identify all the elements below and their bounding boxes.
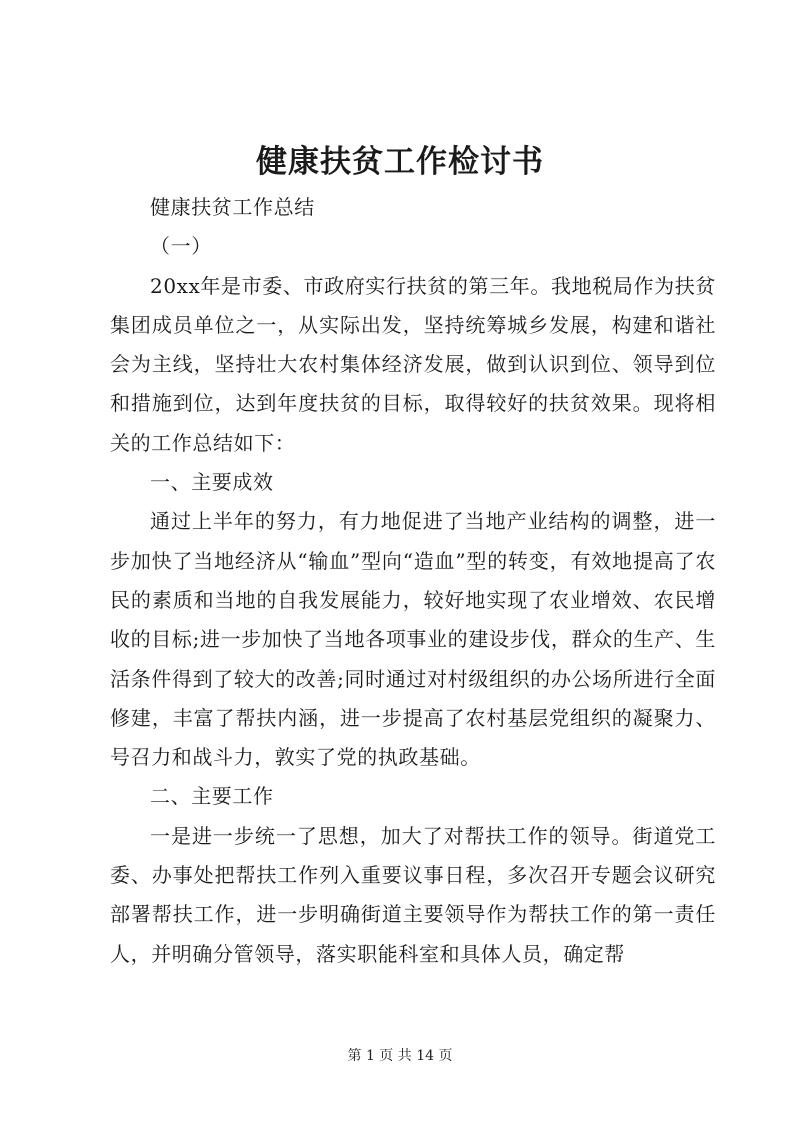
heading-main-work: 二、主要工作: [150, 784, 274, 809]
paragraph-intro: 20xx年是市委、市政府实行扶贫的第三年。我地税局作为扶贫集团成员单位之一，从实际出发，坚持统筹城乡发展，构建和谐社会为主线，坚持壮大农村集体经济发展，做到认识到位、领导到位和措施到位，达到年度扶贫的目标，取得较好的扶贫效果。现将相关的工作总结如下：: [110, 273, 716, 455]
document-body: [110, 188, 716, 974]
heading-main-results: 一、主要成效: [150, 470, 274, 495]
page-footer: 第 1 页 共 14 页: [347, 1048, 453, 1064]
section-subtitle: 健康扶贫工作总结: [150, 195, 315, 219]
document-title: 健康扶贫工作检讨书: [256, 144, 544, 180]
paragraph-results: 通过上半年的努力，有力地促进了当地产业结构的调整，进一步加快了当地经济从“输血”型向“造血”型的转变，有效地提高了农民的素质和当地的自我发展能力，较好地实现了农业增效、农民增收的目标;进一步加快了当地各项事业的建设步伐，群众的生产、生活条件得到了较大的改善;同时通过对村级组织的办公场所进行全面修建，丰富了帮扶内涵，进一步提高了农村基层党组织的凝聚力、号召力和战斗力，敦实了党的执政基础。: [110, 509, 716, 770]
paragraph-work: 一是进一步统一了思想，加大了对帮扶工作的领导。街道党工委、办事处把帮扶工作列入重要议事日程，多次召开专题会议研究部署帮扶工作，进一步明确街道主要领导作为帮扶工作的第一责任人，并明确分管领导，落实职能科室和具体人员，确定帮: [110, 823, 716, 966]
section-number: （一）: [150, 234, 212, 259]
